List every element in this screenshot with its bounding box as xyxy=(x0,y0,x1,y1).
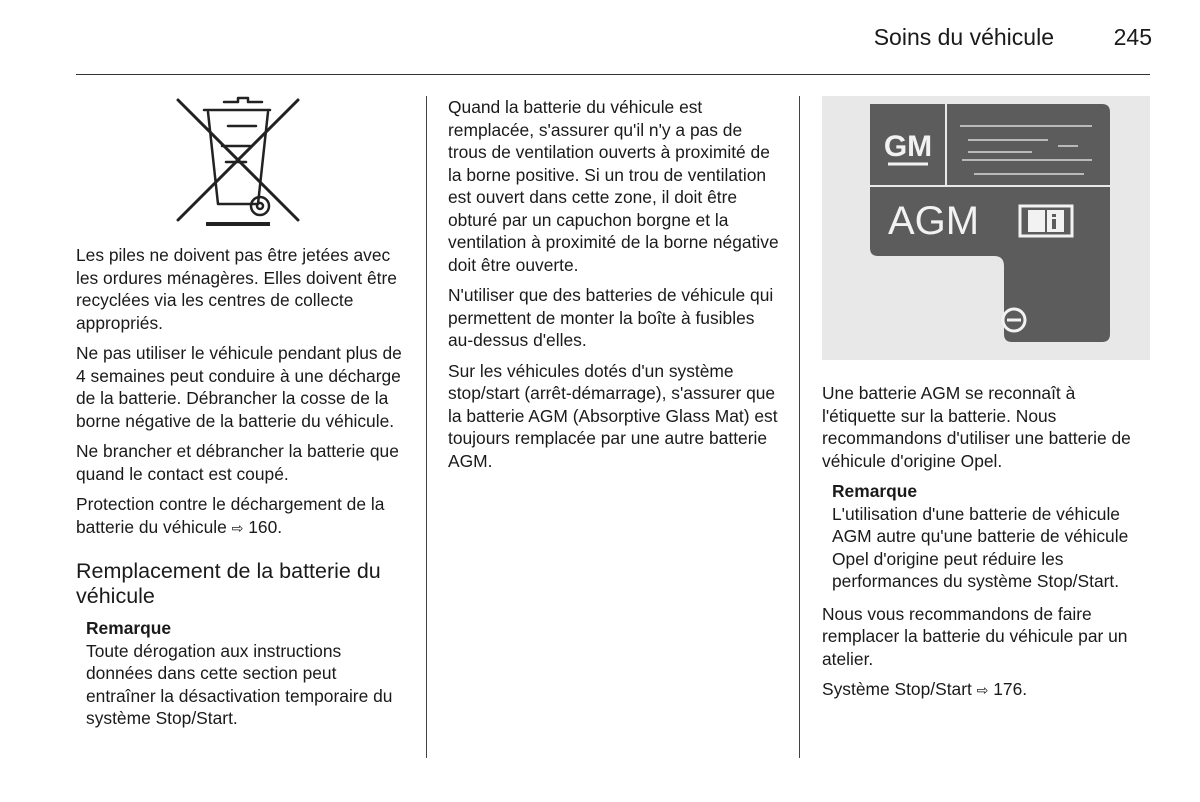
header-divider xyxy=(76,74,1150,75)
reference-arrow-icon: ⇨ xyxy=(231,519,244,536)
protection-page-ref[interactable]: 160. xyxy=(248,516,283,537)
paragraph-agm-replacement: Sur les véhicules dotés d'un système stop/start (arrêt-démarrage), s'assurer que la batterie AGM (Absorptive Glass Mat) est toujours remplacée par une autre batterie AGM. xyxy=(448,360,778,471)
protection-text: Protection contre le déchargement de la batterie du véhicule xyxy=(76,494,385,537)
crossed-bin-icon xyxy=(76,96,410,236)
paragraph-stop-start-ref xyxy=(822,678,1152,702)
page-number: 245 xyxy=(1113,24,1152,50)
section-heading-replacement: Remplacement de la batterie du véhicule xyxy=(76,559,381,608)
paragraph-ignition: Ne brancher et débrancher la batterie que quand le contact est coupé. xyxy=(76,441,399,484)
recycling-figure xyxy=(76,96,410,236)
column-middle xyxy=(448,96,782,480)
label-brand: GM xyxy=(883,130,933,163)
paragraph-disposal: Les piles ne doivent pas être jetées avec les ordures ménagères. Elles doivent être recyclées via les centres de collecte appropriés. xyxy=(76,245,397,333)
stop-start-page-ref[interactable]: 176. xyxy=(993,679,1028,699)
paragraph-discharge: Ne pas utiliser le véhicule pendant plus de 4 semaines peut conduire à une décharge de la batterie. Débrancher la cosse de la borne négative de la batterie du véhicule. xyxy=(76,343,402,431)
reference-arrow-icon: ⇨ xyxy=(976,682,989,698)
paragraph-fusebox: N'utiliser que des batteries de véhicule qui permettent de monter la boîte à fusibles au-dessus d'elles. xyxy=(448,285,774,350)
label-type: AGM xyxy=(888,199,980,243)
column-divider-1 xyxy=(426,96,427,758)
stop-start-text: Système Stop/Start xyxy=(822,679,977,699)
note-block-1 xyxy=(86,617,410,730)
note-text: L'utilisation d'une batterie de véhicule AGM autre qu'une batterie de véhicule Opel d'origine peut réduire les performances du système Stop/Start. xyxy=(832,503,1129,591)
paragraph-ventilation: Quand la batterie du véhicule est remplacée, s'assurer qu'il n'y a pas de trous de ventilation ouverts à proximité de la borne positive. Si un trou de ventilation est ouvert dans cette zone, il doit être obturé par un capuchon borgne et la ventilation à proximité de la borne négative doit être ouverte. xyxy=(448,97,779,275)
agm-label-figure xyxy=(822,96,1150,360)
section-title: Soins du véhicule xyxy=(873,24,1054,50)
note-text: Toute dérogation aux instructions données dans cette section peut entraîner la désactivation temporaire du système Stop/Start. xyxy=(86,640,393,728)
paragraph-protection xyxy=(76,493,410,539)
paragraph-agm-identification: Une batterie AGM se reconnaît à l'étiquette sur la batterie. Nous recommandons d'utiliser une batterie de véhicule d'origine Opel. xyxy=(822,383,1131,471)
note-block-2 xyxy=(832,480,1152,593)
paragraph-workshop: Nous vous recommandons de faire remplacer la batterie du véhicule par un atelier. xyxy=(822,603,1128,669)
column-divider-2 xyxy=(799,96,800,758)
note-title: Remarque xyxy=(86,618,172,638)
column-left xyxy=(76,96,410,740)
note-title: Remarque xyxy=(832,481,918,501)
column-right xyxy=(822,96,1152,710)
